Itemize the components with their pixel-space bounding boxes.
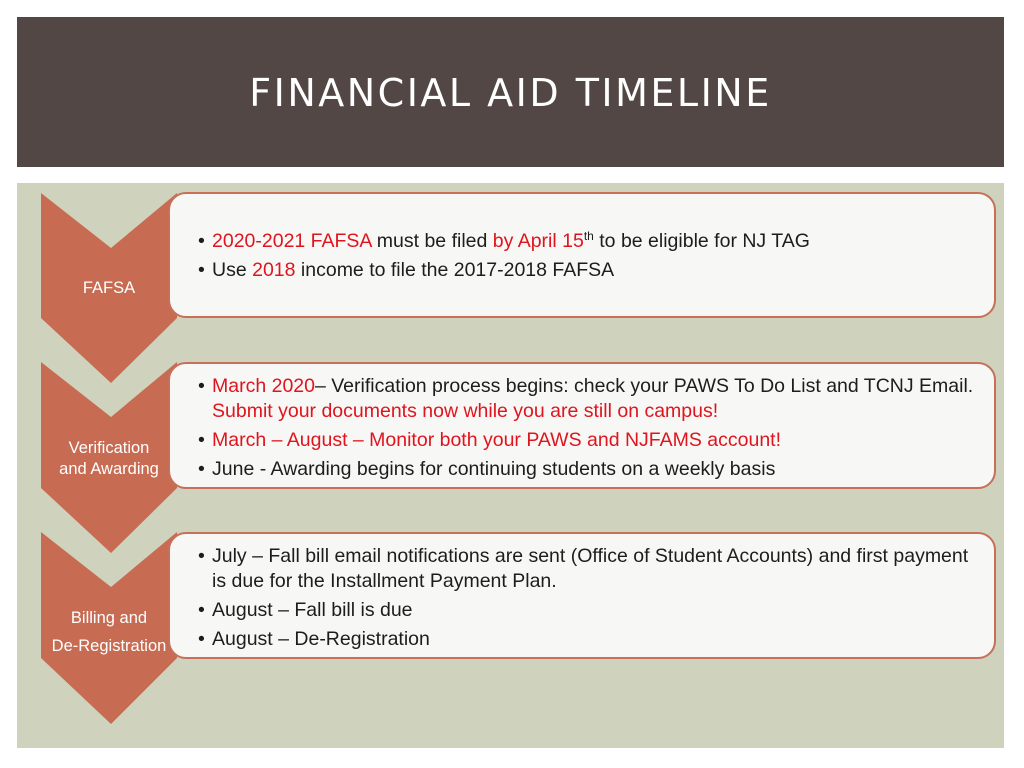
bullet-text: June - Awarding begins for continuing students on a weekly basis — [212, 457, 776, 480]
stage-label-line: Verification — [68, 439, 150, 457]
bullet-list — [198, 229, 974, 283]
highlight-text: by April 15 — [492, 230, 584, 252]
page-title: FINANCIAL AID TIMELINE — [249, 71, 772, 115]
highlight-text: Submit your documents now while you are still on campus! — [212, 399, 719, 422]
stage-panel-billing — [168, 532, 996, 659]
highlight-text: 2018 — [252, 259, 296, 281]
bullet-text: must be filed — [371, 230, 493, 252]
bullet-item — [198, 598, 976, 623]
bullet-text: th — [583, 229, 594, 243]
stage-label-billing — [41, 604, 177, 660]
bullet-list — [198, 544, 976, 651]
bullet-text: Use — [212, 259, 253, 281]
bullet-item — [198, 374, 976, 423]
bullet-list — [198, 374, 976, 481]
bullet-item — [198, 258, 974, 283]
stage-panel-fafsa — [168, 192, 996, 318]
bullet-item — [198, 229, 974, 254]
stage-label-line: De-Registration — [51, 637, 167, 655]
highlight-text: March 2020 — [212, 375, 315, 397]
bullet-text: August – De-Registration — [212, 627, 430, 650]
bullet-text: – Verification process begins: check your PAWS To Do List and TCNJ Email. — [314, 375, 974, 397]
highlight-text: March – August – Monitor both your PAWS and NJFAMS account! — [212, 428, 782, 451]
stage-label-line: Billing and — [70, 609, 148, 627]
stage-panel-verification — [168, 362, 996, 489]
bullet-text: August – Fall bill is due — [212, 598, 413, 621]
bullet-item — [198, 428, 976, 453]
bullet-item — [198, 457, 976, 482]
bullet-text: income to file the 2017-2018 FAFSA — [295, 259, 615, 281]
bullet-text: to be eligible for NJ TAG — [593, 230, 810, 252]
stage-label-line: FAFSA — [82, 279, 136, 297]
bullet-text: July – Fall bill email notifications are sent (Office of Student Accounts) and first payment is due for the Installment Payment Plan. — [212, 545, 969, 592]
stage-label-fafsa — [41, 278, 177, 299]
highlight-text: 2020-2021 FAFSA — [212, 230, 372, 252]
stage-label-verification — [41, 438, 177, 480]
stage-label-line: and Awarding — [59, 460, 159, 478]
bullet-item — [198, 627, 976, 652]
bullet-item — [198, 544, 976, 593]
